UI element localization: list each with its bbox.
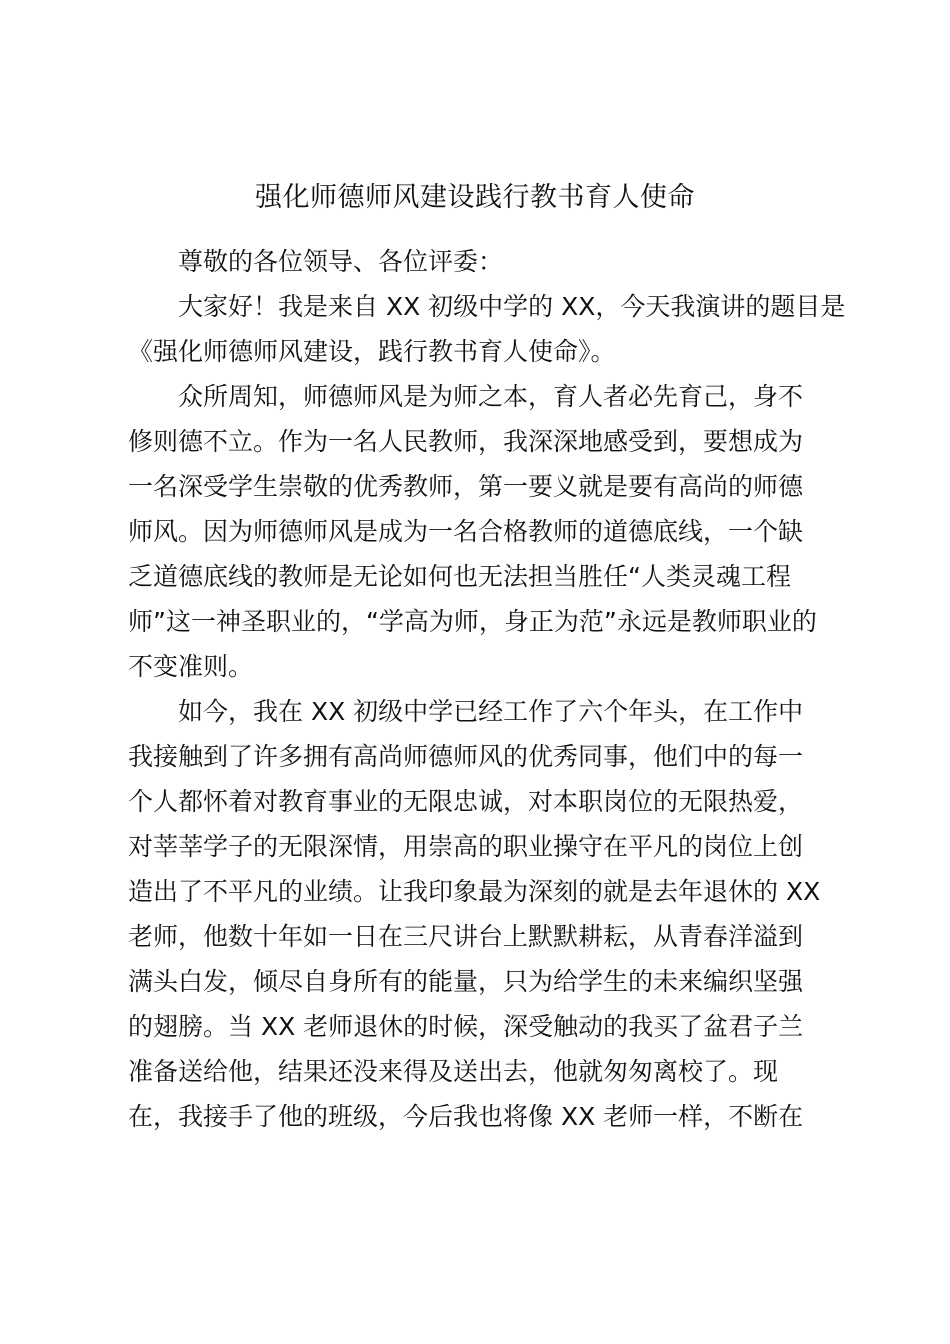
paragraph-line: 如今，我在 XX 初级中学已经工作了六个年头，在工作中 <box>178 697 804 726</box>
paragraph-line: 的翅膀。当 XX 老师退休的时候，深受触动的我买了盆君子兰 <box>128 1012 804 1041</box>
paragraph-line: 满头白发，倾尽自身所有的能量，只为给学生的未来编织坚强 <box>128 967 804 996</box>
paragraph-line: 大家好！我是来自 XX 初级中学的 XX，今天我演讲的题目是 <box>178 292 846 321</box>
paragraph-line: 一名深受学生崇敬的优秀教师，第一要义就是要有高尚的师德 <box>128 472 804 501</box>
paragraph-line: 修则德不立。作为一名人民教师，我深深地感受到，要想成为 <box>128 427 804 456</box>
paragraph-line: 对莘莘学子的无限深情，用崇高的职业操守在平凡的岗位上创 <box>128 832 804 861</box>
paragraph-line: 在，我接手了他的班级，今后我也将像 XX 老师一样，不断在 <box>128 1102 804 1131</box>
paragraph-line: 造出了不平凡的业绩。让我印象最为深刻的就是去年退休的 XX <box>128 877 821 906</box>
salutation-line: 尊敬的各位领导、各位评委： <box>178 247 504 276</box>
paragraph-line: 不变准则。 <box>128 652 254 681</box>
paragraph-line: 个人都怀着对教育事业的无限忠诚，对本职岗位的无限热爱， <box>128 787 804 816</box>
paragraph-line: 乏道德底线的教师是无论如何也无法担当胜任“人类灵魂工程 <box>128 562 791 591</box>
paragraph-line: 准备送给他，结果还没来得及送出去，他就匆匆离校了。现 <box>128 1057 779 1086</box>
paragraph-line: 师”这一神圣职业的，“学高为师，身正为范”永远是教师职业的 <box>128 607 817 636</box>
paragraph-line: 众所周知，师德师风是为师之本，育人者必先育己，身不 <box>178 382 804 411</box>
paragraph-line: 我接触到了许多拥有高尚师德师风的优秀同事，他们中的每一 <box>128 742 804 771</box>
paragraph-line: 师风。因为师德师风是成为一名合格教师的道德底线，一个缺 <box>128 517 804 546</box>
document-title: 强化师德师风建设践行教书育人使命 <box>255 182 695 213</box>
paragraph-line: 《强化师德师风建设，践行教书育人使命》。 <box>128 337 616 366</box>
paragraph-line: 老师，他数十年如一日在三尺讲台上默默耕耘，从青春洋溢到 <box>128 922 804 951</box>
